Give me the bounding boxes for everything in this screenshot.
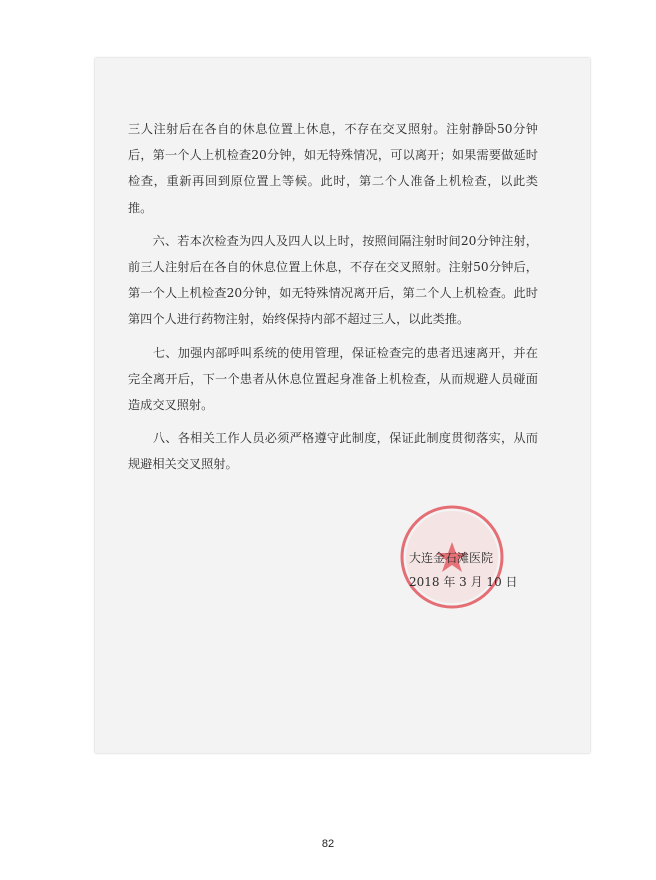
signature-block <box>409 546 518 594</box>
paragraph-continuation: 三人注射后在各自的休息位置上休息，不存在交叉照射。注射静卧50分钟后，第一个人上机检查20分钟，如无特殊情况，可以离开；如果需要做延时检查，重新再回到原位置上等候。此时，第二个人准备上机检查，以此类推。 <box>128 122 538 215</box>
paragraph-item-7: 七、加强内部呼叫系统的使用管理，保证检查完的患者迅速离开，并在完全离开后，下一个患者从休息位置起身准备上机检查，从而规避人员碰面造成交叉照射。 <box>128 345 538 413</box>
paragraph-item-8: 八、各相关工作人员必须严格遵守此制度，保证此制度贯彻落实，从而规避相关交叉照射。 <box>128 431 538 472</box>
scanned-page <box>95 58 590 753</box>
signature-organization: 大连金石滩医院 <box>409 551 494 565</box>
document-body <box>128 116 538 485</box>
signature-date: 2018 年 3 月 10 日 <box>409 575 518 589</box>
page-number: 82 <box>321 838 335 850</box>
paragraph-item-6: 六、若本次检查为四人及四人以上时，按照间隔注射时间20分钟注射，前三人注射后在各自的休息位置上休息，不存在交叉照射。注射50分钟后，第一个人上机检查20分钟，如无特殊情况离开后，第二个人上机检查。此时第四个人进行药物注射，始终保持内部不超过三人，以此类推。 <box>128 233 538 327</box>
